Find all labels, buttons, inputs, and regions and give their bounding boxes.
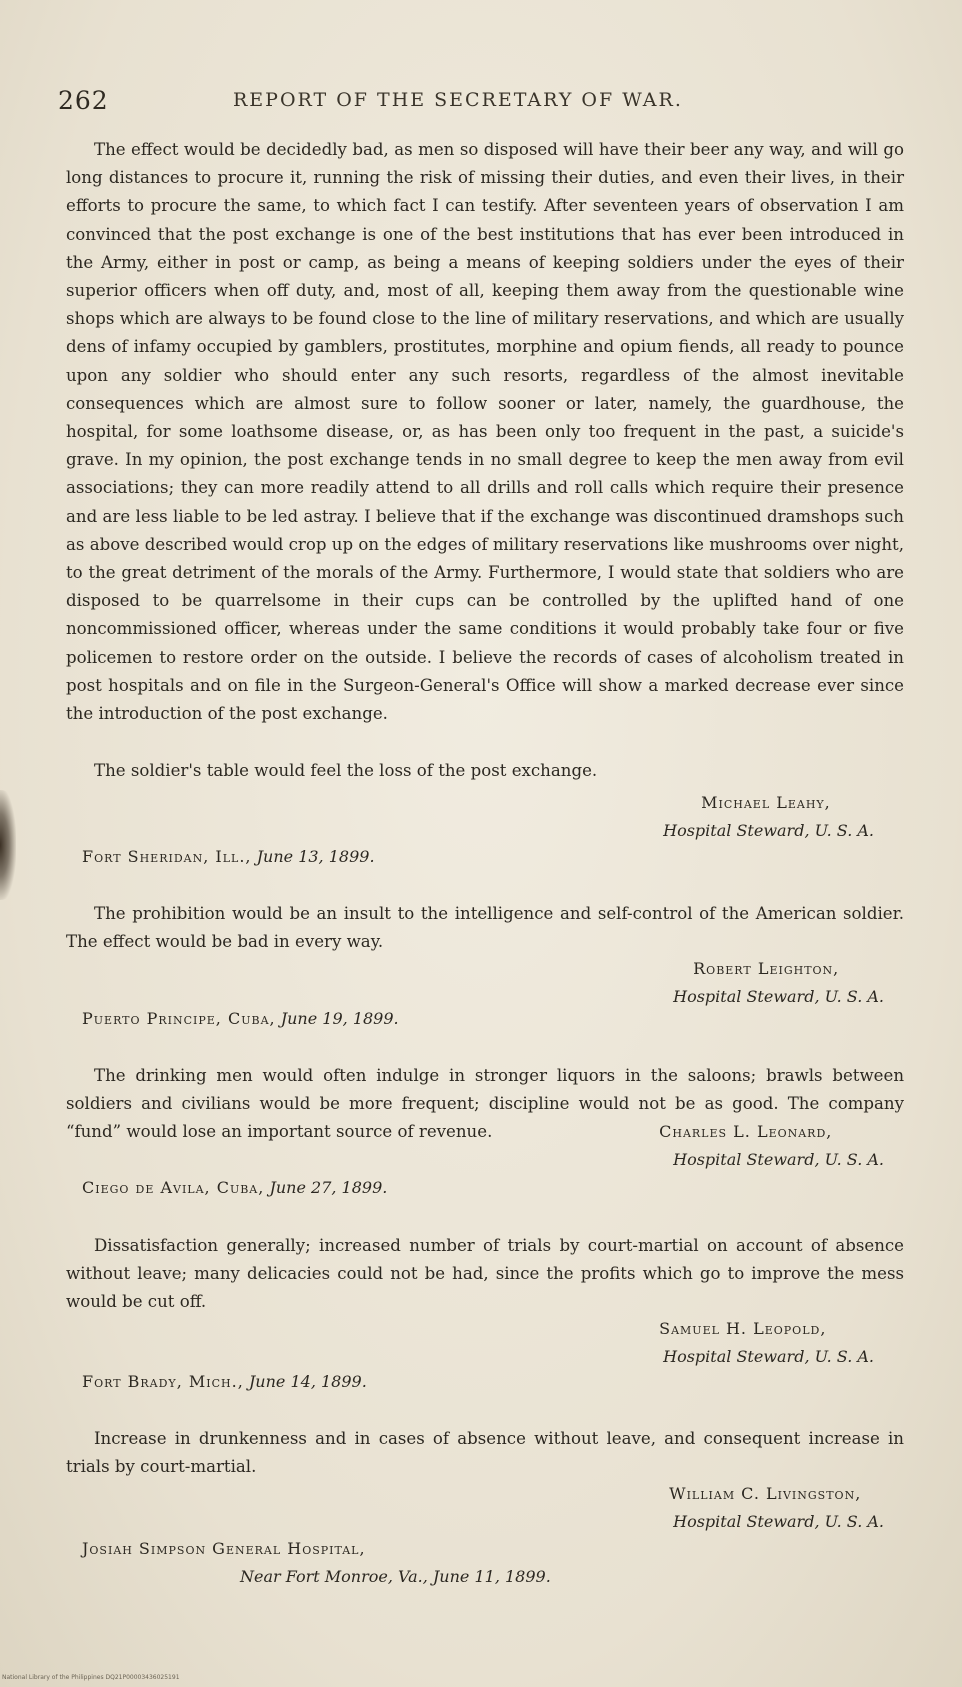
signer-name: Michael Leahy, xyxy=(701,793,831,812)
signature xyxy=(669,955,884,1011)
date: June 13, 1899. xyxy=(256,847,375,866)
place-date xyxy=(82,1368,367,1396)
signer-name: Charles L. Leonard, xyxy=(659,1122,833,1141)
binding-shadow xyxy=(0,790,16,900)
library-stamp: National Library of the Philippines DQ21P00003436025191 xyxy=(2,1674,180,1681)
signer-role: Hospital Steward, U. S. A. xyxy=(663,1347,874,1366)
signer-role: Hospital Steward, U. S. A. xyxy=(663,821,874,840)
place: Puerto Principe, Cuba, xyxy=(82,1009,276,1028)
signer-role: Hospital Steward, U. S. A. xyxy=(673,987,884,1006)
date: June 14, 1899. xyxy=(248,1372,367,1391)
place: Ciego de Avila, Cuba, xyxy=(82,1178,265,1197)
place-and-date: Near Fort Monroe, Va., June 11, 1899. xyxy=(240,1567,551,1586)
entry-paragraph: The drinking men would often indulge in stronger liquors in the saloons; brawls between soldiers and civilians would be more frequent; discipline would not be as good. The company “fund” would lose an important source of revenue. xyxy=(66,1066,904,1142)
signature xyxy=(659,1118,884,1174)
place-date xyxy=(82,1535,551,1591)
signer-name: Robert Leighton, xyxy=(693,959,840,978)
entry-paragraph: Increase in drunkenness and in cases of absence without leave, and consequent increase in trials by court-martial. xyxy=(66,1429,904,1477)
signature xyxy=(659,1315,874,1371)
signer-name: William C. Livingston, xyxy=(669,1484,862,1503)
signer-name: Samuel H. Leopold, xyxy=(659,1319,827,1338)
place-date xyxy=(82,843,375,871)
signer-role: Hospital Steward, U. S. A. xyxy=(673,1150,884,1169)
running-head: REPORT OF THE SECRETARY OF WAR. xyxy=(233,89,683,111)
page-number: 262 xyxy=(58,86,109,115)
place: Josiah Simpson General Hospital, xyxy=(82,1539,366,1558)
entry-paragraph: The effect would be decidedly bad, as men so disposed will have their beer any way, and will go long distances to procure it, running the risk of missing their duties, and even their lives, in their efforts to procure the same, to which fact I can testify. After seventeen years of observation I am convinced that the post exchange is one of the best institutions that has ever been introduced in the Army, either in post or camp, as being a means of keeping soldiers under the eyes of their superior officers when off duty, and, most of all, keeping them away from the questionable wine shops which are always to be found close to the line of military reservations, and which are usually dens of infamy occupied by gamblers, prostitutes, morphine and opium fiends, all ready to pounce upon any soldier who should enter any such resorts, regardless of the almost inevitable consequences which are almost sure to follow sooner or later, namely, the guardhouse, the hospital, for some loathsome disease, or, as has been only too frequent in the past, a suicide's grave. In my opinion, the post exchange tends in no small degree to keep the men away from evil associations; they can more readily attend to all drills and roll calls which require their presence and are less liable to be led astray. I believe that if the exchange was discontinued dramshops such as above described would crop up on the edges of military reservations like mushrooms over night, to the great detriment of the morals of the Army. Furthermore, I would state that soldiers who are disposed to be quarrelsome in their cups can be controlled by the uplifted hand of one noncommissioned officer, whereas under the same conditions it would probably take four or five policemen to restore order on the outside. I believe the records of cases of alcoholism treated in post hospitals and on file in the Surgeon-General's Office will show a marked decrease ever since the introduction of the post exchange. xyxy=(66,140,904,724)
date: June 27, 1899. xyxy=(269,1178,388,1197)
signature xyxy=(669,1480,884,1536)
date: June 19, 1899. xyxy=(280,1009,399,1028)
place-date xyxy=(82,1174,387,1202)
place: Fort Brady, Mich., xyxy=(82,1372,244,1391)
place-date xyxy=(82,1005,399,1033)
entry-paragraph: The soldier's table would feel the loss of the post exchange. xyxy=(94,761,598,780)
page-header xyxy=(58,86,908,126)
entry-paragraph: Dissatisfaction generally; increased number of trials by court-martial on account of absence without leave; many delicacies could not be had, since the profits which go to improve the mess would be cut off. xyxy=(66,1236,904,1312)
entry-paragraph: The prohibition would be an insult to the intelligence and self-control of the American soldier. The effect would be bad in every way. xyxy=(66,904,904,952)
signature xyxy=(659,789,874,845)
place: Fort Sheridan, Ill., xyxy=(82,847,252,866)
signer-role: Hospital Steward, U. S. A. xyxy=(673,1512,884,1531)
